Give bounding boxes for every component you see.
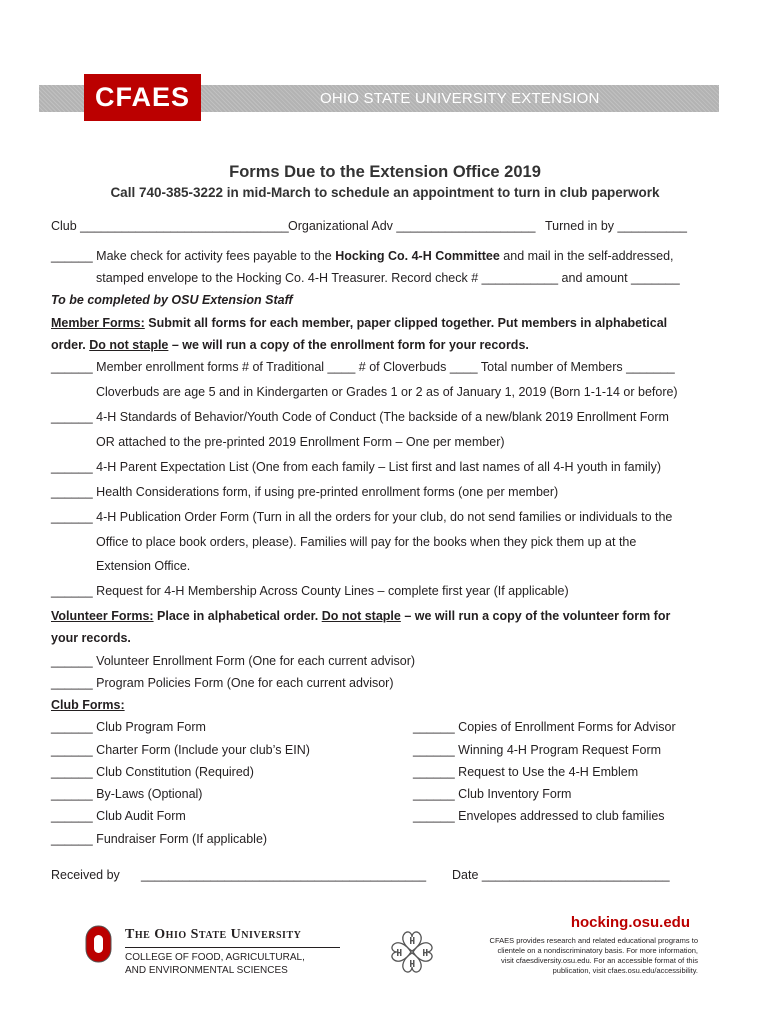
club-item-left: ______ Fundraiser Form (If applicable) [51, 832, 268, 846]
across-county-item: ______ Request for 4-H Membership Across County Lines – complete first year (If applicable) [51, 584, 569, 598]
health-item: ______ Health Considerations form, if using pre-printed enrollment forms (one per member) [51, 485, 559, 499]
publication-item-end: Extension Office. [96, 559, 191, 573]
club-item-left: ______ Charter Form (Include your club’s EIN) [51, 743, 310, 757]
do-not-staple: Do not staple [89, 338, 169, 352]
program-policies-item: ______ Program Policies Form (One for each current advisor) [51, 676, 394, 690]
banner-text: OHIO STATE UNIVERSITY EXTENSION [320, 90, 600, 107]
club-item-right: ______ Club Inventory Form [413, 787, 572, 801]
cloverbud-note: Cloverbuds are age 5 and in Kindergarten or Grades 1 or 2 as of January 1, 2019 (Born 1-1-14 or before) [96, 385, 678, 399]
parent-expectation-item: ______ 4-H Parent Expectation List (One from each family – List first and last names of all 4-H youth in family) [51, 460, 661, 474]
member-intro-2 [51, 338, 529, 352]
website-link[interactable]: hocking.osu.edu [570, 914, 690, 931]
member-intro-order: order. [51, 338, 90, 352]
date-field: Date ___________________________ [452, 868, 670, 882]
turned-in-field: Turned in by __________ [545, 219, 688, 233]
publication-item: ______ 4-H Publication Order Form (Turn in all the orders for your club, do not send families or individuals to the [51, 510, 673, 524]
college-line-1: COLLEGE OF FOOD, AGRICULTURAL, [125, 952, 305, 963]
four-h-clover-icon [388, 928, 436, 976]
received-by-blank: _________________________________________ [141, 868, 427, 882]
college-line-2: AND ENVIRONMENTAL SCIENCES [125, 964, 288, 976]
club-item-right: ______ Envelopes addressed to club families [413, 809, 665, 823]
volunteer-intro-text: Place in alphabetical order. [153, 609, 322, 623]
committee-name: Hocking Co. 4-H Committee [335, 249, 500, 263]
check-line-2: stamped envelope to the Hocking Co. 4-H Treasurer. Record check # ___________ and amount _______ [96, 271, 680, 285]
standards-item: ______ 4-H Standards of Behavior/Youth Code of Conduct (The backside of a new/blank 2019 Enrollment Form [51, 410, 669, 424]
check-line-1 [51, 249, 674, 263]
page-title: Forms Due to the Extension Office 2019 [229, 163, 541, 181]
club-item-right: ______ Winning 4-H Program Request Form [413, 743, 662, 757]
volunteer-intro-2: your records. [51, 631, 131, 645]
staff-note: To be completed by OSU Extension Staff [51, 293, 293, 307]
volunteer-intro-1 [51, 609, 670, 623]
publication-item-cont: Office to place book orders, please). Families will pay for the books when they pick them up at the [96, 535, 637, 549]
adviser-field: Organizational Adv ____________________ [288, 219, 536, 233]
volunteer-enrollment-item: ______ Volunteer Enrollment Form (One for each current advisor) [51, 654, 416, 668]
check-text: ______ Make check for activity fees payable to the [51, 249, 336, 263]
check-text-end: and mail in the self-addressed, [499, 249, 674, 263]
cfaes-logo: CFAES [84, 74, 201, 121]
osu-rule [125, 947, 340, 948]
note-line: CFAES provides research and related educational programs to [489, 936, 698, 945]
volunteer-do-not-staple: Do not staple [321, 609, 401, 623]
note-line: publication, visit cfaes.osu.edu/accessibility. [552, 966, 698, 975]
club-item-left: ______ By-Laws (Optional) [51, 787, 203, 801]
note-line: visit cfaesdiversity.osu.edu. For an accessible format of this [500, 956, 698, 965]
volunteer-heading: Volunteer Forms: [51, 609, 154, 623]
member-intro-1 [51, 316, 667, 330]
club-item-left: ______ Club Program Form [51, 720, 206, 734]
club-field: Club ______________________________ [51, 219, 289, 233]
college-name [125, 952, 305, 977]
block-o-icon [85, 925, 112, 963]
osu-wordmark: The Ohio State University [125, 927, 302, 942]
club-item-left: ______ Club Audit Form [51, 809, 186, 823]
member-heading: Member Forms: [51, 316, 145, 330]
received-by-label: Received by [51, 868, 120, 882]
member-enrollment-item: ______ Member enrollment forms # of Traditional ____ # of Cloverbuds ____ Total number of Members _______ [51, 360, 675, 374]
note-line: clientele on a nondiscriminatory basis. For more information, [497, 946, 698, 955]
standards-item-cont: OR attached to the pre-printed 2019 Enrollment Form – One per member) [96, 435, 505, 449]
nondiscrimination-note [470, 936, 698, 976]
club-heading: Club Forms: [51, 698, 125, 712]
volunteer-intro-copy: – we will run a copy of the volunteer form for [400, 609, 671, 623]
club-item-left: ______ Club Constitution (Required) [51, 765, 254, 779]
club-item-right: ______ Copies of Enrollment Forms for Advisor [413, 720, 676, 734]
club-item-right: ______ Request to Use the 4-H Emblem [413, 765, 639, 779]
member-intro-copy: – we will run a copy of the enrollment form for your records. [168, 338, 529, 352]
page-subtitle: Call 740-385-3222 in mid-March to schedule an appointment to turn in club paperwork [110, 185, 660, 200]
member-intro-text: Submit all forms for each member, paper clipped together. Put members in alphabetical [144, 316, 668, 330]
